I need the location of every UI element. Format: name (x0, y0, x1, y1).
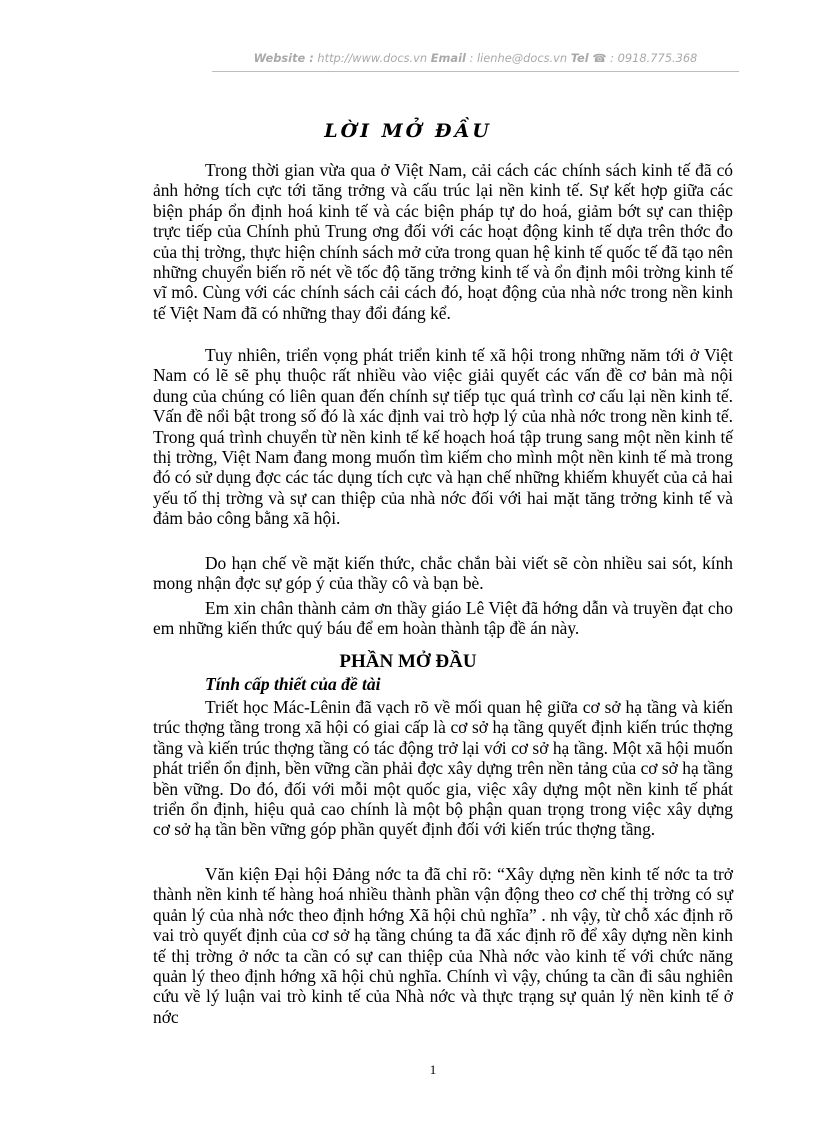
paragraph-2: Tuy nhiên, triển vọng phát triển kinh tế xã hội trong những năm tới ở Việt Nam có lẽ sẽ phụ thuộc rất nhiều vào việc giải quyết các vấn đề cơ bản mà nội dung của chúng có liên quan đến chính sự tiếp tục quá trình cơ cấu lại nền kinh tế. Vấn đề nổi bật trong số đó là xác định vai trò hợp lý của nhà nớc trong nền kinh tế. Trong quá trình chuyển từ nền kinh tế kế hoạch hoá tập trung sang một nền kinh tế thị trờng, Việt Nam đang mong muốn tìm kiếm cho mình một nền kinh tế mà trong đó có sử dụng đợc các tác dụng tích cực và hạn chế những khiếm khuyết của cả hai yếu tố thị trờng và sự can thiệp của nhà nớc đối với hai mặt tăng trởng kinh tế và đảm bảo công bằng xã hội. (153, 345, 733, 529)
section-paragraph-1: Triết học Mác-Lênin đã vạch rõ về mối quan hệ giữa cơ sở hạ tầng và kiến trúc thợng tầng trong xã hội có giai cấp là cơ sở hạ tầng quyết định kiến trúc thợng tầng và kiến trúc thợng tầng có tác động trở lại với cơ sở hạ tầng. Một xã hội muốn phát triển ổn định, bền vững cần phải đợc xây dựng trên nền tảng của cơ sở hạ tầng bền vững. Do đó, đối với mỗi một quốc gia, việc xây dựng một nền kinh tế phát triển ổn định, hiệu quả cao chính là một bộ phận quan trọng trong việc xây dựng cơ sở hạ tần bền vững góp phần quyết định đối với kiến trúc thợng tầng. (153, 697, 733, 840)
website-label: Website : (253, 51, 314, 65)
header-divider (212, 71, 739, 72)
subsection-title: Tính cấp thiết của đề tài (205, 674, 381, 694)
page-header (212, 51, 739, 65)
website-value: http://www.docs.vn (313, 51, 431, 65)
email-value: : lienhe@docs.vn (465, 51, 571, 65)
page-number: 1 (429, 1062, 437, 1077)
email-label: Email (430, 51, 466, 65)
document-title: LỜI MỞ ĐẦU (324, 120, 492, 142)
tel-label: Tel (570, 51, 589, 65)
paragraph-4: Em xin chân thành cảm ơn thầy giáo Lê Việt đã hớng dẫn và truyền đạt cho em những kiến thức quý báu để em hoàn thành tập đề án này. (153, 598, 733, 639)
section-title: PHẦN MỞ ĐẦU (339, 651, 477, 672)
paragraph-3: Do hạn chế về mặt kiến thức, chắc chắn bài viết sẽ còn nhiều sai sót, kính mong nhận đợc sự góp ý của thầy cô và bạn bè. (153, 553, 733, 594)
section-paragraph-2: Văn kiện Đại hội Đảng nớc ta đã chỉ rõ: “Xây dựng nền kinh tế nớc ta trở thành nền kinh tế hàng hoá nhiều thành phần vận động theo cơ chế thị trờng có sự quản lý của nhà nớc theo định hớng Xã hội chủ nghĩa” . nh vậy, từ chỗ xác định rõ vai trò quyết định của cơ sở hạ tầng chúng ta đã xác định rõ để xây dựng nền kinh tế thị trờng ở nớc ta cần có sự can thiệp của Nhà nớc vào kinh tế với chức năng quản lý theo định hớng xã hội chủ nghĩa. Chính vì vậy, chúng ta cần đi sâu nghiên cứu về lý luận vai trò kinh tế của Nhà nớc và thực trạng sự quản lý nền kinh tế ở nớc (153, 864, 733, 1027)
tel-value: : 0918.775.368 (606, 51, 698, 65)
paragraph-1: Trong thời gian vừa qua ở Việt Nam, cải cách các chính sách kinh tế đã có ảnh hởng tích cực tới tăng trởng và cấu trúc lại nền kinh tế. Sự kết hợp giữa các biện pháp ổn định hoá kinh tế và các biện pháp tự do hoá, giảm bớt sự can thiệp trực tiếp của Chính phủ Trung ơng đối với các hoạt động kinh tế dựa trên thớc đo của thị trờng, thực hiện chính sách mở cửa trong quan hệ kinh tế quốc tế đã tạo nên những chuyển biến rõ nét về tốc độ tăng trởng kinh tế và ổn định môi trờng kinh tế vĩ mô. Cùng với các chính sách cải cách đó, hoạt động của nhà nớc trong nền kinh tế Việt Nam đã có những thay đổi đáng kể. (153, 160, 733, 323)
phone-icon: ☎ (592, 51, 607, 65)
